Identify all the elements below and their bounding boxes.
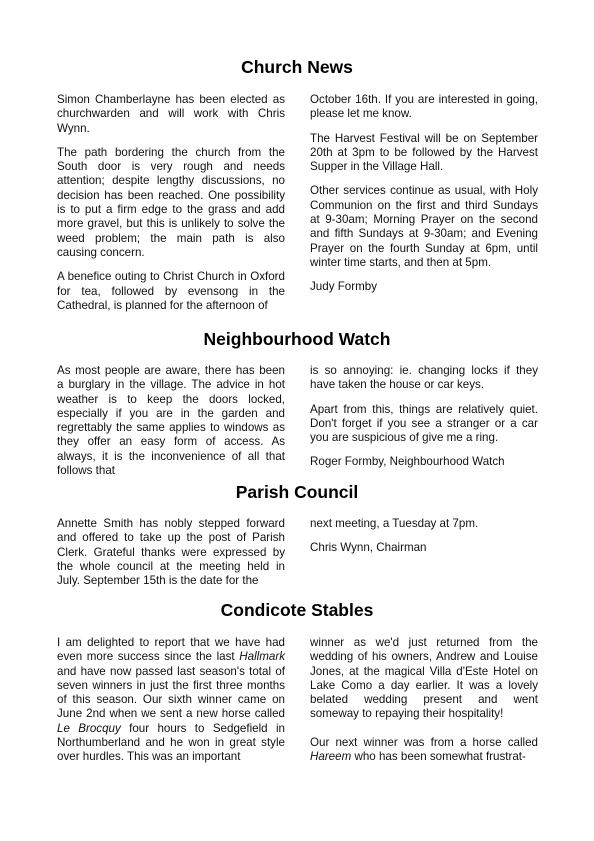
neighbourhood-watch-paragraph: Apart from this, things are relatively quiet. Don't forget if you see a stranger or a car you are suspicious of give me a ring. (310, 402, 538, 445)
condicote-stables-heading: Condicote Stables (220, 600, 374, 620)
church-news-heading: Church News (241, 57, 353, 77)
horse-name-italic: Le Brocquy (57, 721, 121, 735)
parish-council-signature: Chris Wynn, Chairman (310, 541, 427, 555)
church-news-paragraph: Simon Chamberlayne has been elected as churchwarden and will work with Chris Wynn. (57, 93, 285, 135)
text-run: four hours to Sedgefield in Northumberland and he won in great style over hurdles. This was an important (57, 721, 285, 764)
church-news-signature: Judy Formby (310, 280, 378, 294)
horse-name-italic: Hallmark (239, 650, 285, 664)
neighbourhood-watch-heading: Neighbourhood Watch (203, 329, 391, 349)
church-news-paragraph: A benefice outing to Christ Church in Oxford for tea, followed by evensong in the Cathedral, is planned for the afternoon of (57, 270, 285, 312)
church-news-paragraph: The path bordering the church from the South door is very rough and needs attention; despite lengthy discussions, no decision has been reached. One possibility is to put a firm edge to the grass and add more gravel, but this is unlikely to solve the weed problem; the main path is also causing concern. (57, 145, 285, 259)
parish-council-heading: Parish Council (235, 482, 359, 502)
parish-council-paragraph: Annette Smith has nobly stepped forward and offered to take up the post of Parish Clerk. Grateful thanks were expressed by the whole council at the meeting held in July. September 15th is the date for the (57, 517, 285, 588)
text-run: and have now passed last season's total of seven winners in just the first three months of this season. Our sixth winner came on June 2nd when we sent a new horse called (57, 664, 285, 721)
parish-council-left-column (57, 517, 285, 588)
church-news-paragraph: October 16th. If you are interested in going, please let me know. (310, 93, 538, 121)
text-run: I am delighted to report that we have had even more success since the last (57, 636, 285, 664)
parish-council-paragraph: next meeting, a Tuesday at 7pm. (310, 517, 479, 530)
condicote-stables-left-column (57, 636, 285, 765)
condicote-stables-paragraph: winner as we'd just returned from the wedding of his owners, Andrew and Louise Jones, at the magical Villa d'Este Hotel on Lake Como a day earlier. It was a lovely belated wedding present and went someway to repaying their hospitality! (310, 636, 538, 721)
church-news-left-column (57, 93, 285, 313)
neighbourhood-watch-paragraph: As most people are aware, there has been a burglary in the village. The advice in hot weather is to keep the doors locked, especially if you are in the garden and regrettably the same applies to windows as they offer an easy form of access. As always, it is the inconvenience of all that follows that (57, 364, 285, 478)
church-news-paragraph: Other services continue as usual, with Holy Communion on the first and third Sundays at 9-30am; Morning Prayer on the second and fifth Sundays at 9-30am; and Evening Prayer on the fourth Sunday at 6pm, until winter time starts, and then at 5pm. (310, 184, 538, 269)
text-run: Our next winner was from a horse called (310, 735, 538, 749)
church-news-paragraph: The Harvest Festival will be on September 20th at 3pm to be followed by the Harvest Supper in the Village Hall. (310, 131, 538, 174)
church-news-right-column (310, 93, 538, 295)
neighbourhood-watch-signature: Roger Formby, Neighbourhood Watch (310, 455, 505, 469)
neighbourhood-watch-paragraph: is so annoying: ie. changing locks if they have taken the house or car keys. (310, 364, 538, 392)
condicote-stables-right-column (310, 636, 538, 764)
neighbourhood-watch-right-column (310, 364, 538, 470)
parish-council-right-column (310, 517, 538, 556)
text-run: who has been somewhat frustrat- (351, 750, 526, 764)
condicote-stables-paragraph (57, 636, 285, 765)
condicote-stables-paragraph (310, 736, 538, 765)
horse-name-italic: Hareem (310, 750, 352, 764)
neighbourhood-watch-left-column (57, 364, 285, 478)
